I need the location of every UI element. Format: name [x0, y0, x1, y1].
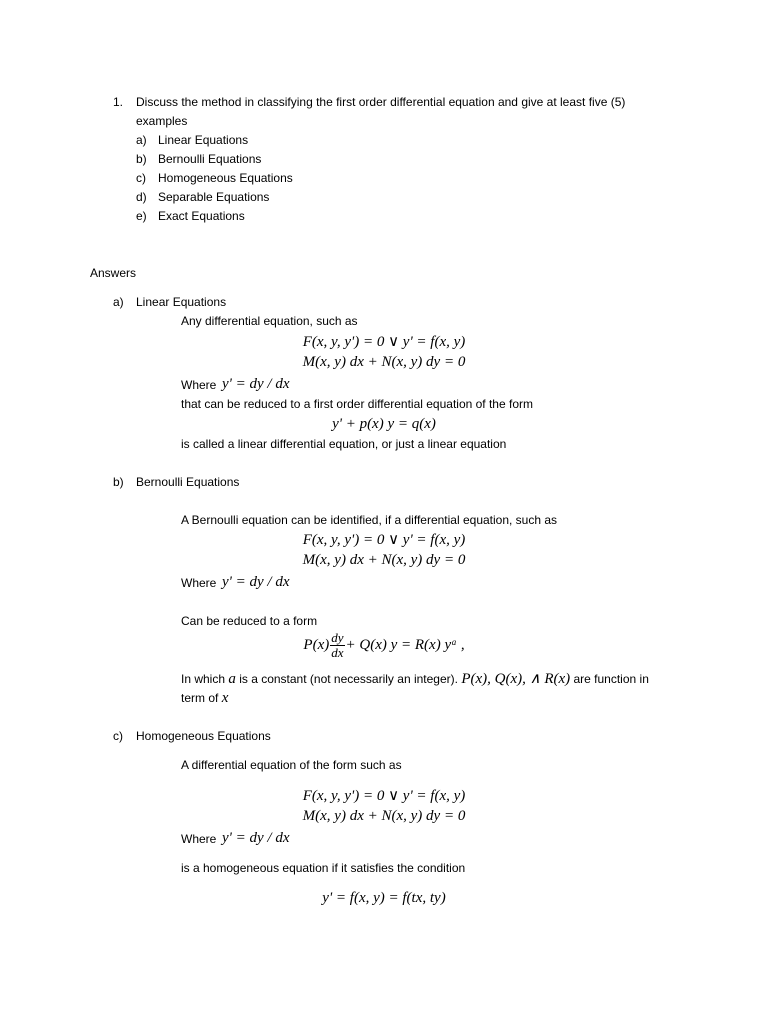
question-item-letter: e): [136, 209, 147, 223]
linear-conclusion: is called a linear differential equation, or just a linear equation: [181, 437, 507, 451]
question-item-letter: a): [136, 133, 147, 147]
bernoulli-where-equation: y' = dy / dx: [222, 574, 290, 590]
question-item-letter: d): [136, 190, 147, 204]
bernoulli-standard-form: P(x) $\frac{dy}{dx}$ + Q(x) y = R(x) yᵃ ,: [303, 630, 465, 661]
linear-reduce-text: that can be reduced to a first order differential equation of the form: [181, 397, 533, 411]
homogeneous-where-label: Where: [181, 832, 217, 846]
answers-heading: Answers: [90, 266, 137, 280]
bernoulli-reduce-text: Can be reduced to a form: [181, 614, 318, 628]
question-text-line2: examples: [136, 114, 188, 128]
dy-dx-fraction: $\frac{dy}{dx}$: [331, 630, 344, 661]
linear-equation-differential-form: M(x, y) dx + N(x, y) dy = 0: [302, 354, 466, 370]
section-heading-linear: Linear Equations: [136, 295, 227, 309]
question-item-letter: b): [136, 152, 147, 166]
bernoulli-note-line1: In which a is a constant (not necessarily an integer). P(x), Q(x), ∧ R(x) are function in: [181, 671, 649, 687]
bernoulli-equation-differential-form: M(x, y) dx + N(x, y) dy = 0: [302, 552, 466, 568]
homogeneous-equation-differential-form: M(x, y) dx + N(x, y) dy = 0: [302, 808, 466, 824]
question-item-letter: c): [136, 171, 146, 185]
homogeneous-where-equation: y' = dy / dx: [222, 830, 290, 846]
question-item-label: Separable Equations: [158, 190, 270, 204]
section-heading-homogeneous: Homogeneous Equations: [136, 729, 271, 743]
question-item-label: Linear Equations: [158, 133, 249, 147]
question-item-label: Exact Equations: [158, 209, 245, 223]
linear-intro: Any differential equation, such as: [181, 314, 358, 328]
bernoulli-where-label: Where: [181, 576, 217, 590]
section-letter: a): [113, 295, 124, 309]
question-number: 1.: [113, 95, 124, 109]
question-item-label: Homogeneous Equations: [158, 171, 293, 185]
section-letter: b): [113, 475, 124, 489]
bernoulli-note-line2: term of x: [181, 690, 229, 706]
linear-standard-form: y' + p(x) y = q(x): [332, 416, 436, 432]
bernoulli-intro: A Bernoulli equation can be identified, if a differential equation, such as: [181, 513, 558, 527]
linear-equation-implicit: F(x, y, y') = 0 ∨ y' = f(x, y): [302, 334, 466, 350]
linear-where-label: Where: [181, 378, 217, 392]
section-letter: c): [113, 729, 123, 743]
homogeneous-intro: A differential equation of the form such as: [181, 758, 402, 772]
question-text-line1: Discuss the method in classifying the first order differential equation and give at least five (5): [136, 95, 626, 109]
bernoulli-equation-implicit: F(x, y, y') = 0 ∨ y' = f(x, y): [302, 532, 466, 548]
section-heading-bernoulli: Bernoulli Equations: [136, 475, 240, 489]
question-item-label: Bernoulli Equations: [158, 152, 262, 166]
homogeneous-condition-equation: y' = f(x, y) = f(tx, ty): [322, 890, 446, 906]
homogeneous-condition-text: is a homogeneous equation if it satisfies the condition: [181, 861, 466, 875]
linear-where-equation: y' = dy / dx: [222, 376, 290, 392]
homogeneous-equation-implicit: F(x, y, y') = 0 ∨ y' = f(x, y): [302, 788, 466, 804]
